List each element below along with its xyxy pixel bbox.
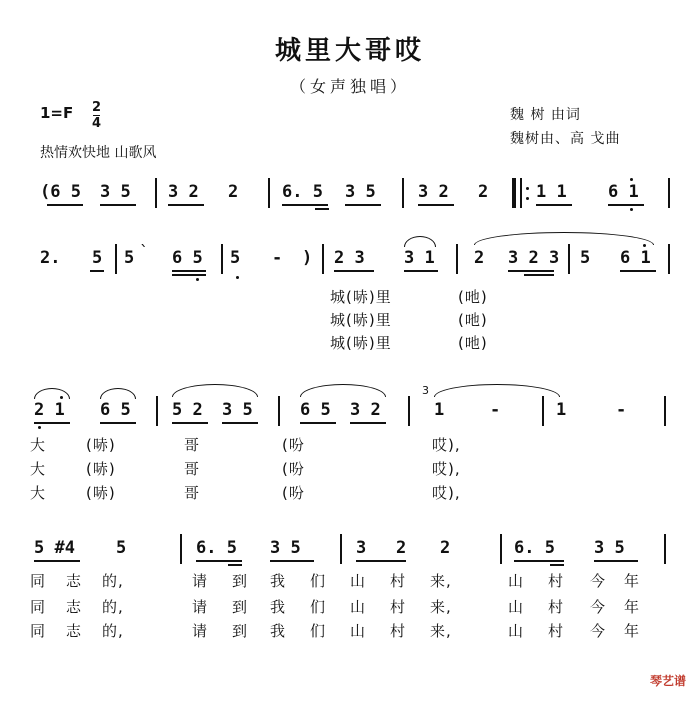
note-group: 3 1 xyxy=(404,248,435,268)
note-group: 5 xyxy=(124,248,135,268)
lyric: 请 xyxy=(192,598,209,616)
lyric: 们 xyxy=(310,572,327,590)
lyric: 来, xyxy=(430,622,452,640)
note-group: 2 xyxy=(228,182,239,202)
lyric: 大 xyxy=(30,436,47,454)
note-group: 3 xyxy=(356,538,367,558)
note-group: 1 1 xyxy=(536,182,567,202)
lyric: 村 xyxy=(548,572,565,590)
lyric: (吔) xyxy=(458,311,488,329)
note-group: 5 xyxy=(230,248,241,268)
lyric: 的, xyxy=(102,598,124,616)
note-group: 6 5 xyxy=(100,400,131,420)
lyric: 山 xyxy=(350,622,367,640)
lyric: 同 xyxy=(30,598,47,616)
lyric: 城(哧)里 xyxy=(330,334,392,352)
lyric: 哥 xyxy=(184,484,201,502)
composer-credit: 魏树由、高 戈曲 xyxy=(510,131,621,147)
lyric: 哎), xyxy=(432,436,461,454)
note-group: 6. 5 xyxy=(514,538,555,558)
lyric: 志 xyxy=(66,598,83,616)
note-group: 2 xyxy=(396,538,407,558)
lyric: (吔) xyxy=(458,334,488,352)
lyric: 今 xyxy=(590,622,607,640)
lyric: 村 xyxy=(548,622,565,640)
lyric: 我 xyxy=(270,572,287,590)
lyric: 村 xyxy=(390,622,407,640)
lyric: 今 xyxy=(590,572,607,590)
lyric: 我 xyxy=(270,622,287,640)
lyric: 的, xyxy=(102,622,124,640)
lyric: 们 xyxy=(310,598,327,616)
note-group: 6. 5 xyxy=(196,538,237,558)
note-group: 5 #4 xyxy=(34,538,75,558)
lyric: 山 xyxy=(350,598,367,616)
meter-top: 2 xyxy=(92,100,102,115)
lyric: 哎), xyxy=(432,460,461,478)
note-group: 2 xyxy=(440,538,451,558)
lyric: 村 xyxy=(390,598,407,616)
key-signature: 1=F xyxy=(40,104,74,122)
lyric: 年 xyxy=(624,622,641,640)
lyric: 哎), xyxy=(432,484,461,502)
lyric: 到 xyxy=(232,598,249,616)
note-group: 2 xyxy=(478,182,489,202)
note-group: 3 2 xyxy=(168,182,199,202)
note-group: 2. xyxy=(40,248,61,268)
note-group: 6. 5 xyxy=(282,182,323,202)
lyric: (哧) xyxy=(86,436,116,454)
lyric: 城(哧)里 xyxy=(330,311,392,329)
lyric: (哧) xyxy=(86,484,116,502)
lyric: (吩 xyxy=(282,460,305,478)
note-group: 2 3 xyxy=(334,248,365,268)
note-group: 1 xyxy=(434,400,445,420)
note-group: 6 5 xyxy=(172,248,203,268)
lyric: 请 xyxy=(192,622,209,640)
lyric: 大 xyxy=(30,484,47,502)
lyric: 来, xyxy=(430,572,452,590)
lyric: 山 xyxy=(508,598,525,616)
note-group: 5 2 xyxy=(172,400,203,420)
lyric: 的, xyxy=(102,572,124,590)
lyric: 大 xyxy=(30,460,47,478)
lyric: 城(哧)里 xyxy=(330,288,392,306)
lyric: 同 xyxy=(30,572,47,590)
lyricist-credit: 魏 树 由词 xyxy=(510,107,581,123)
note-group: 2 xyxy=(474,248,485,268)
note-group: 3 2 3 xyxy=(508,248,560,268)
note-group: (6 5 xyxy=(40,182,81,202)
note-group: 3 5 xyxy=(345,182,376,202)
note-group: - xyxy=(272,248,283,268)
lyric: 们 xyxy=(310,622,327,640)
lyric: 山 xyxy=(350,572,367,590)
note-group: 3 5 xyxy=(270,538,301,558)
lyric: (吩 xyxy=(282,436,305,454)
note-group: 6 1 xyxy=(608,182,639,202)
note-group: 6 1 xyxy=(620,248,651,268)
lyric: 哥 xyxy=(184,460,201,478)
lyric: 哥 xyxy=(184,436,201,454)
note-group: - xyxy=(490,400,501,420)
lyric: 山 xyxy=(508,572,525,590)
lyric: 山 xyxy=(508,622,525,640)
note-group: 5 xyxy=(92,248,103,268)
lyric: 到 xyxy=(232,622,249,640)
note-group: 3 2 xyxy=(418,182,449,202)
time-signature xyxy=(92,100,101,131)
note-group: 5 xyxy=(580,248,591,268)
note-group: 3 5 xyxy=(222,400,253,420)
note-group: 6 5 xyxy=(300,400,331,420)
lyric: 年 xyxy=(624,572,641,590)
lyric: 村 xyxy=(548,598,565,616)
note-group: ) xyxy=(302,248,313,268)
note-group: 2 1 xyxy=(34,400,65,420)
lyric: 来, xyxy=(430,598,452,616)
note-group: 3 5 xyxy=(594,538,625,558)
lyric: (吔) xyxy=(458,288,488,306)
watermark-logo: 琴艺谱 xyxy=(649,674,686,688)
lyric: 村 xyxy=(390,572,407,590)
note-group: 3 2 xyxy=(350,400,381,420)
lyric: 同 xyxy=(30,622,47,640)
lyric: 志 xyxy=(66,572,83,590)
meter-bottom: 4 xyxy=(92,116,102,131)
song-title: 城里大哥哎 xyxy=(274,36,425,66)
lyric: 到 xyxy=(232,572,249,590)
lyric: 今 xyxy=(590,598,607,616)
lyric: 请 xyxy=(192,572,209,590)
lyric: 我 xyxy=(270,598,287,616)
tempo-marking: 热情欢快地 山歌风 xyxy=(40,145,157,161)
lyric: (吩 xyxy=(282,484,305,502)
note-group: 5 xyxy=(116,538,127,558)
note-group: 3 5 xyxy=(100,182,131,202)
lyric: 年 xyxy=(624,598,641,616)
note-group: 1 xyxy=(556,400,567,420)
lyric: 志 xyxy=(66,622,83,640)
lyric: (哧) xyxy=(86,460,116,478)
note-group: - xyxy=(616,400,627,420)
song-subtitle: （女声独唱） xyxy=(289,77,410,96)
